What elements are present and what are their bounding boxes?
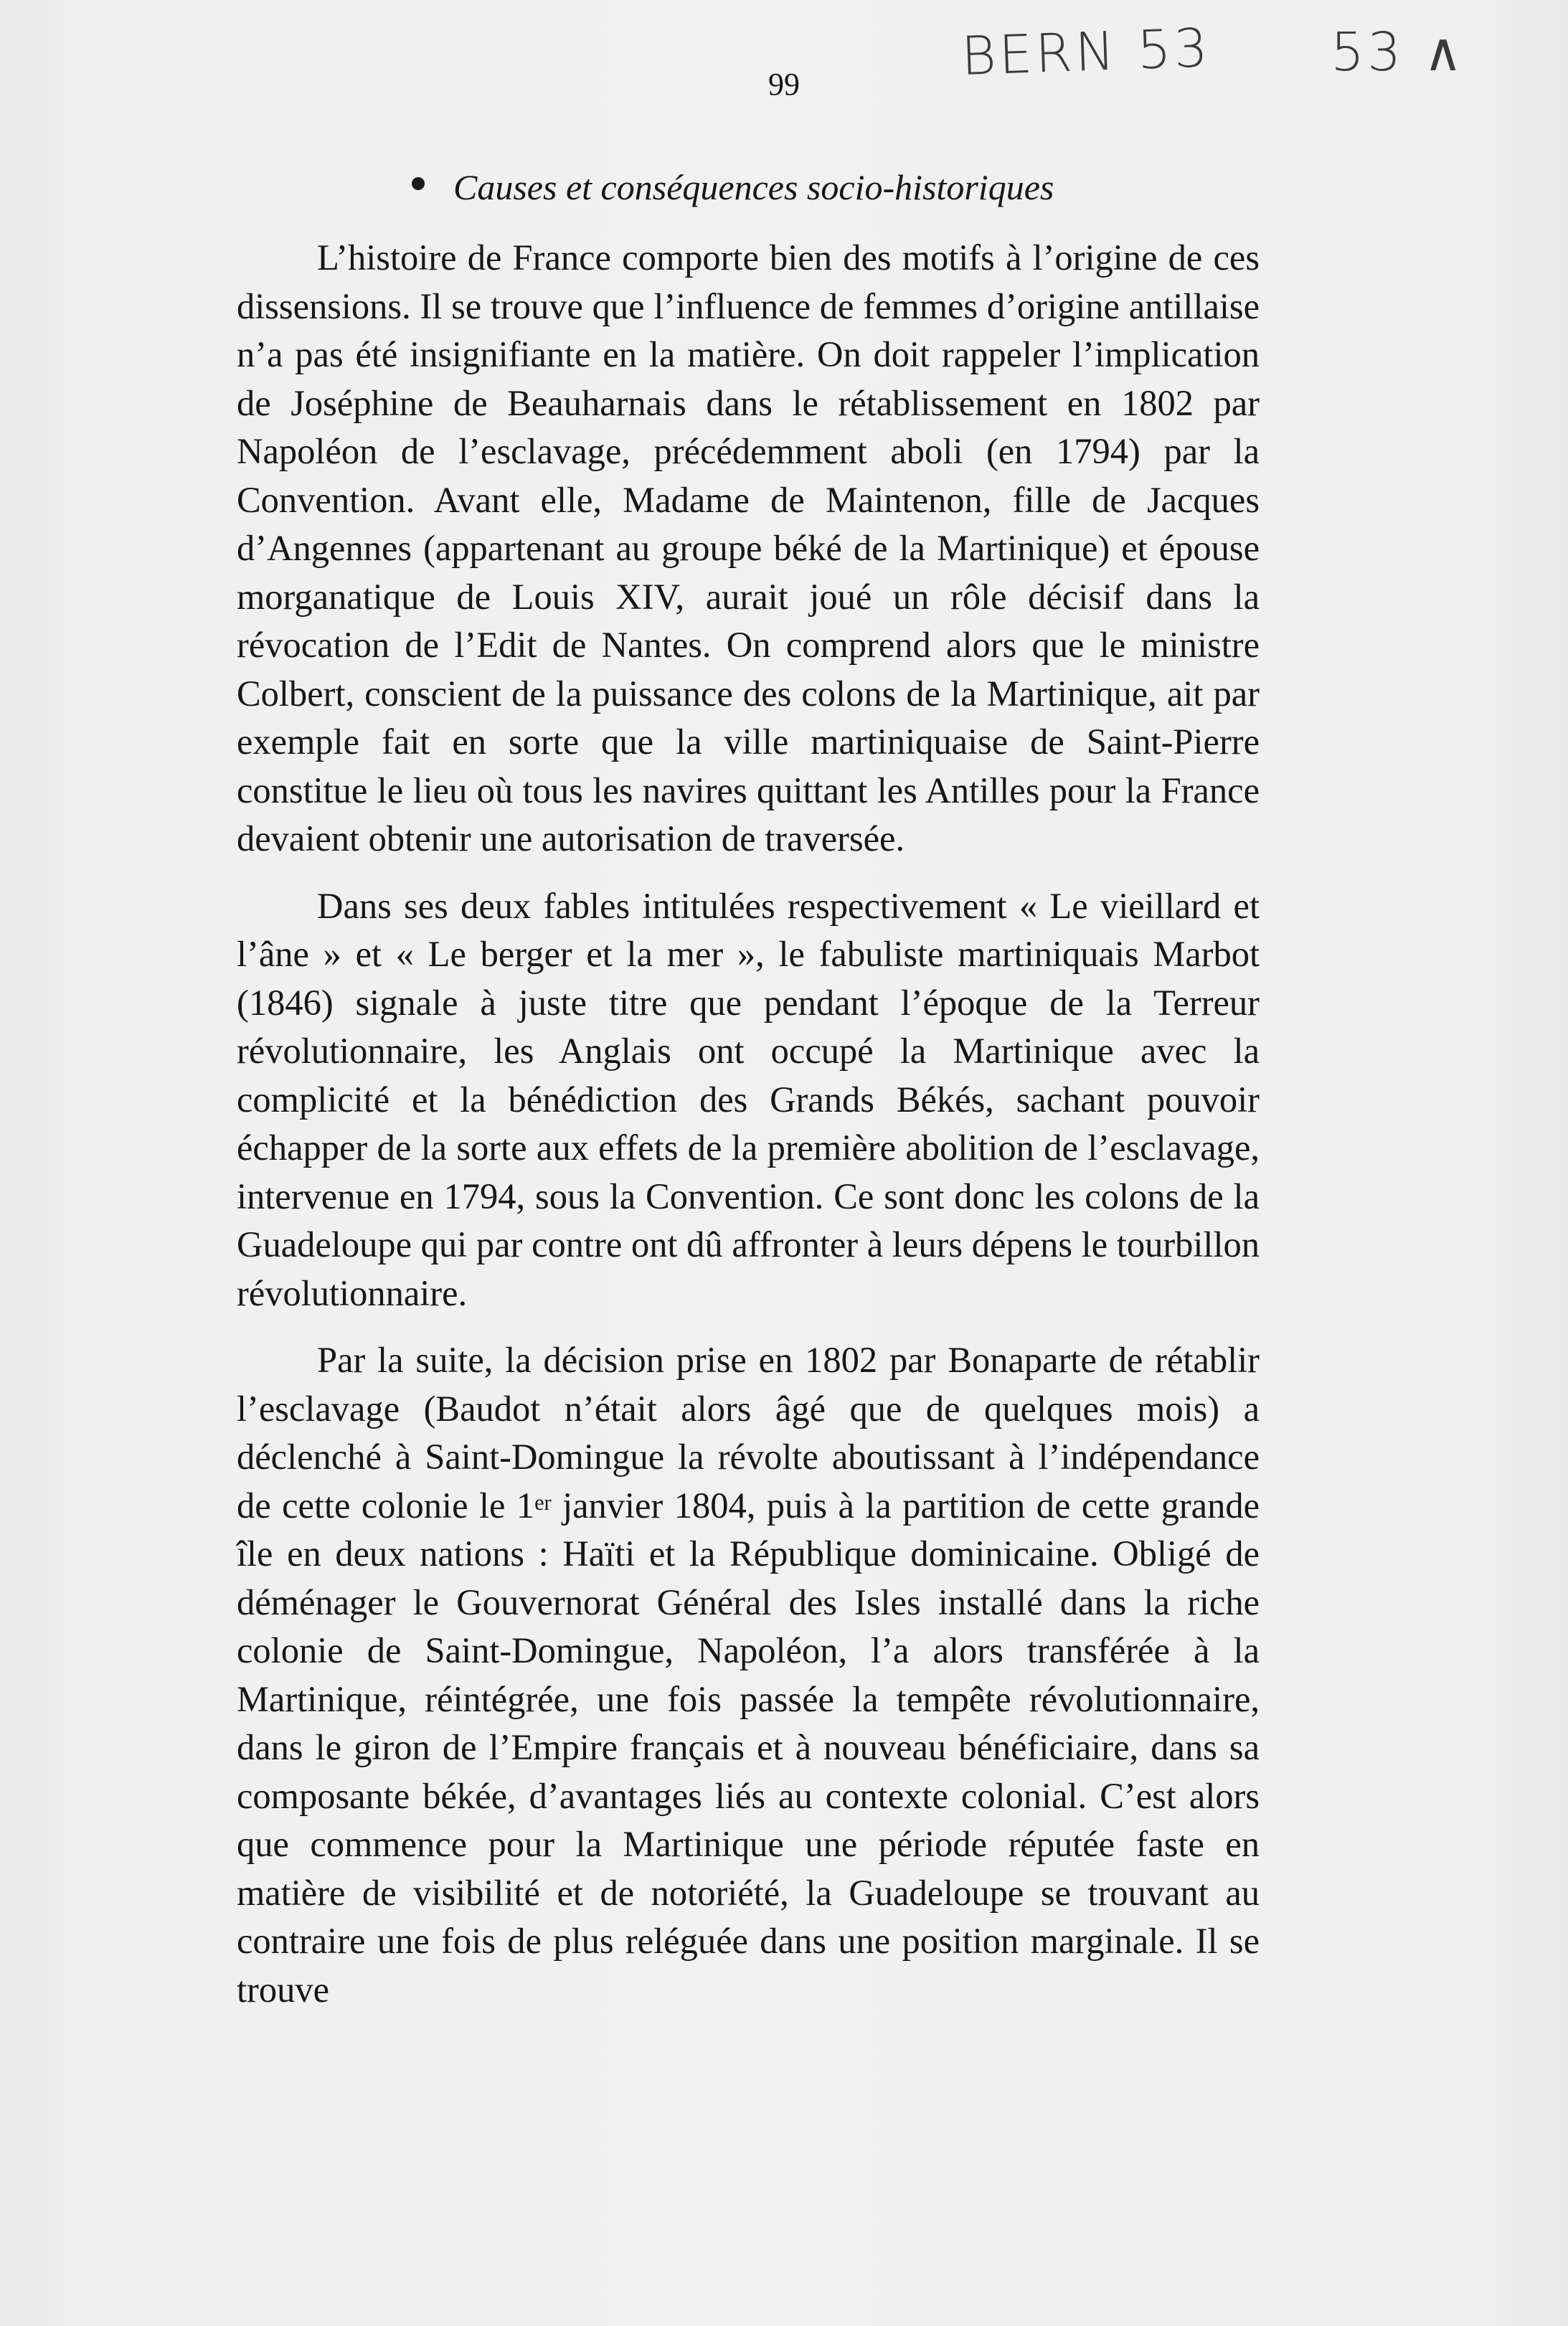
body-text <box>237 234 1260 2014</box>
paragraph-2: Dans ses deux fables intitulées respectivement « Le vieillard et l’âne » et « Le berger et la mer », le fabuliste martiniquais Marbot (1846) signale à juste titre que pendant l’époque de la Terreur révolutionnaire, les Anglais ont occupé la Martinique avec la complicité et la bénédiction des Grands Békés, sachant pouvoir échapper de la sorte aux effets de la première abolition de l’esclavage, intervenue en 1794, sous la Convention. Ce sont donc les colons de la Guadeloupe qui par contre ont dû affronter à leurs dépens le tourbillon révolutionnaire. <box>237 885 1260 1313</box>
paragraph-1: L’histoire de France comporte bien des motifs à l’origine de ces dissensions. Il se trouve que l’influence de femmes d’origine antillaise n’a pas été insignifiante en la matière. On doit rappeler l’implication de Joséphine de Beauharnais dans le rétablissement en 1802 par Napoléon de l’esclavage, précédemment aboli (en 1794) par la Convention. Avant elle, Madame de Maintenon, fille de Jacques d’Angennes (appartenant au groupe béké de la Martinique) et épouse morganatique de Louis XIV, aurait joué un rôle décisif dans la révocation de l’Edit de Nantes. On comprend alors que le ministre Colbert, conscient de la puissance des colons de la Martinique, ait par exemple fait en sorte que la ville martiniquaise de Saint-Pierre constitue le lieu où tous les navires quittant les Antilles pour la France devaient obtenir une autorisation de traversée. <box>237 237 1260 859</box>
section-heading-text: Causes et conséquences socio-historiques <box>453 167 1054 207</box>
handwritten-page-mark: 53 ∧ <box>1331 22 1465 83</box>
section-heading <box>402 166 1054 208</box>
paragraph-3 <box>237 1336 1260 2014</box>
paragraph-3-part-1: Par la suite, la décision prise en 1802 par Bonaparte de rétablir l’esclavage (Baudot n’était alors âgé que de quelques mois) a déclenché à Saint-Domingue la révolte aboutissant à l’indépendance de cette colonie le 1 <box>237 1340 1260 1526</box>
page-number: 99 <box>768 67 800 102</box>
handwritten-archive-code: BERN 53 <box>960 16 1212 88</box>
paragraph-3-part-2: janvier 1804, puis à la partition de cette grande île en deux nations : Haïti et la République dominicaine. Obligé de déménager le Gouvernorat Général des Isles installé dans la riche colonie de Saint-Domingue, Napoléon, l’a alors transférée à la Martinique, réintégrée, une fois passée la tempête révolutionnaire, dans le giron de l’Empire français et à nouveau bénéficiaire, dans sa composante békée, d’avantages liés au contexte colonial. C’est alors que commence pour la Martinique une période réputée faste en matière de visibilité et de notoriété, la Guadeloupe se trouvant au contraire une fois de plus reléguée dans une position marginale. Il se trouve <box>237 1485 1260 2010</box>
ordinal-superscript: er <box>534 1490 552 1515</box>
